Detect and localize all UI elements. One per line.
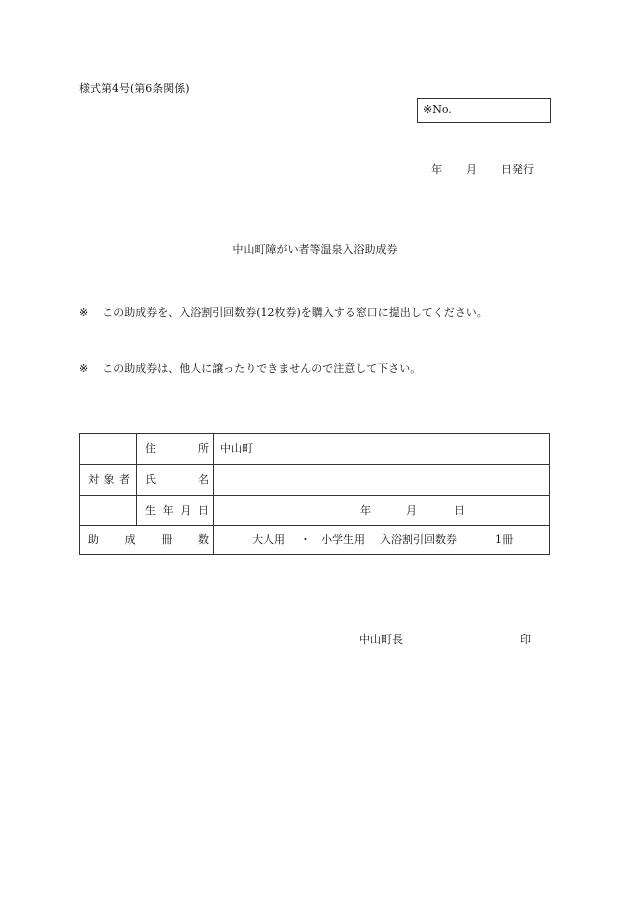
note-text: この助成券は、他人に譲ったりできませんので注意して下さい。	[102, 362, 422, 375]
note-mark: ※	[79, 362, 89, 375]
column-divider	[136, 434, 137, 525]
birth-day-label: 日	[454, 503, 465, 517]
issue-month-label: 月	[466, 163, 477, 176]
address-label: 住 所	[145, 442, 209, 455]
subsidy-child: 小学生用	[321, 533, 365, 546]
subsidy-ticket-type: 入浴割引回数券	[380, 533, 457, 546]
issue-year-label: 年	[431, 163, 442, 176]
form-number: 様式第4号(第6条関係)	[79, 82, 190, 95]
address-value: 中山町	[220, 442, 253, 455]
recipient-label: 対 象 者	[88, 472, 130, 486]
seal-label: 印	[520, 633, 531, 646]
birth-month-label: 月	[406, 503, 417, 517]
serial-number-box	[417, 98, 551, 123]
issue-day-label: 日発行	[501, 163, 534, 176]
subsidy-count-label: 助 成 冊 数	[88, 533, 209, 546]
note-text: この助成券を、入浴割引回数券(12枚券)を購入する窓口に提出してください。	[102, 306, 488, 319]
name-label: 氏 名	[145, 473, 209, 486]
birth-year-label: 年	[360, 503, 371, 517]
page-title: 中山町障がい者等温泉入浴助成券	[232, 243, 398, 256]
note-item	[79, 362, 421, 376]
subsidy-count: 1冊	[495, 533, 513, 546]
note-mark: ※	[79, 306, 89, 319]
subsidy-separator: ・	[300, 533, 311, 546]
column-divider	[213, 434, 214, 554]
subsidy-form-table	[79, 433, 550, 555]
serial-number-label: ※No.	[423, 103, 452, 116]
mayor-signature-label: 中山町長	[359, 633, 403, 646]
birthdate-label: 生 年 月 日	[145, 503, 209, 517]
note-item	[79, 306, 488, 320]
issue-date	[431, 163, 534, 177]
subsidy-adult: 大人用	[252, 533, 285, 546]
